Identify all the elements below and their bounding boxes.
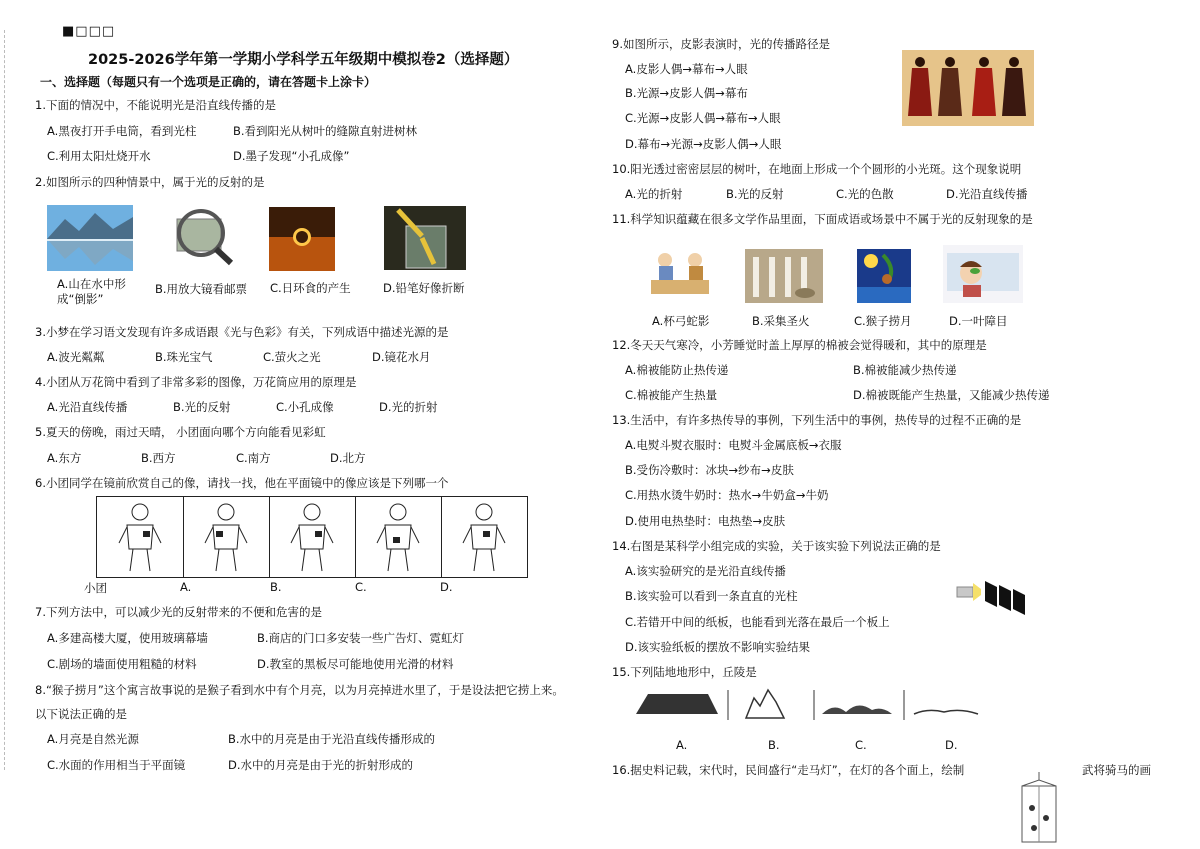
q15-landform-a-plateau[interactable] — [636, 694, 718, 714]
q15-landform-c-hills[interactable] — [822, 705, 892, 714]
q11-stem: 11.科学知识蕴藏在很多文学作品里面，下面成语或场景中不属于光的反射现象的是 — [612, 212, 1033, 226]
q9-stem: 9.如图所示，皮影表演时，光的传播路径是 — [612, 37, 830, 51]
q12-stem: 12.冬天天气寒冷，小芳睡觉时盖上厚厚的棉被会觉得暖和，其中的原理是 — [612, 338, 987, 352]
q7-option-a[interactable]: A.多建高楼大厦，使用玻璃幕墙 — [47, 631, 208, 645]
q9-option-b[interactable]: B.光源→皮影人偶→幕布 — [625, 86, 748, 100]
q15-option-b[interactable]: B. — [768, 738, 780, 752]
q4-option-a[interactable]: A.光沿直线传播 — [47, 400, 128, 414]
q11-monkey-moon-image — [857, 249, 911, 303]
q3-option-d[interactable]: D.镜花水月 — [372, 350, 431, 364]
q6-stem: 6.小团同学在镜前欣赏自己的像，请找一找，他在平面镜中的像应该是下列哪一个 — [35, 476, 449, 490]
q8-stem-line1: 8.“猴子捞月”这个寓言故事说的是猴子看到水中有个月亮，以为月亮掉进水里了，于是设法把它捞上来。 — [35, 683, 564, 697]
q8-option-c[interactable]: C.水面的作用相当于平面镜 — [47, 758, 186, 772]
q11-option-d[interactable]: D.一叶障目 — [949, 314, 1008, 328]
q3-option-a[interactable]: A.波光粼粼 — [47, 350, 105, 364]
q14-flashlight-cardboard-experiment-image — [955, 573, 1035, 617]
q2-pencil-in-water-image — [384, 206, 466, 270]
q4-option-c[interactable]: C.小孔成像 — [276, 400, 334, 414]
q2-option-a-line1[interactable]: A.山在水中形 — [57, 277, 126, 291]
q3-stem: 3.小梦在学习语文发现有许多成语跟《光与色彩》有关，下列成语中描述光源的是 — [35, 325, 449, 339]
q3-option-b[interactable]: B.珠光宝气 — [155, 350, 213, 364]
q13-stem: 13.生活中，有许多热传导的事例，下列生活中的事例，热传导的过程不正确的是 — [612, 413, 1022, 427]
q14-option-b[interactable]: B.该实验可以看到一条直直的光柱 — [625, 589, 798, 603]
q6-label-b[interactable]: B. — [270, 580, 282, 594]
q6-mirror-image-table — [96, 496, 528, 578]
q5-option-d[interactable]: D.北方 — [330, 451, 366, 465]
q15-option-d[interactable]: D. — [945, 738, 958, 752]
q6-label-original: 小团 — [84, 581, 107, 595]
q6-label-c[interactable]: C. — [355, 580, 367, 594]
q8-option-b[interactable]: B.水中的月亮是由于光沿直线传播形成的 — [228, 732, 436, 746]
q5-option-c[interactable]: C.南方 — [236, 451, 271, 465]
q9-option-a[interactable]: A.皮影人偶→幕布→人眼 — [625, 62, 748, 76]
q1-option-c[interactable]: C.利用太阳灶烧开水 — [47, 149, 151, 163]
q6-figure-c[interactable] — [355, 497, 442, 577]
q13-option-a[interactable]: A.电熨斗熨衣服时：电熨斗金属底板→衣服 — [625, 438, 842, 452]
q2-option-a-line2[interactable]: 成“倒影” — [57, 292, 104, 306]
q4-option-b[interactable]: B.光的反射 — [173, 400, 231, 414]
q16-stem-tail: 武将骑马的画 — [1082, 763, 1151, 777]
q10-option-a[interactable]: A.光的折射 — [625, 187, 683, 201]
q11-option-a[interactable]: A.杯弓蛇影 — [652, 314, 710, 328]
q6-label-d[interactable]: D. — [440, 580, 453, 594]
q14-stem: 14.右图是某科学小组完成的实验，关于该实验下列说法正确的是 — [612, 539, 941, 553]
q7-stem: 7.下列方法中，可以减少光的反射带来的不便和危害的是 — [35, 605, 322, 619]
q13-option-d[interactable]: D.使用电热垫时：电热垫→皮肤 — [625, 514, 786, 528]
q7-option-b[interactable]: B.商店的门口多安装一些广告灯、霓虹灯 — [257, 631, 465, 645]
q6-figure-b[interactable] — [269, 497, 356, 577]
q7-option-d[interactable]: D.教室的黑板尽可能地使用光滑的材料 — [257, 657, 454, 671]
q11-olympic-flame-image — [745, 249, 823, 303]
q5-option-b[interactable]: B.西方 — [141, 451, 176, 465]
q8-option-a[interactable]: A.月亮是自然光源 — [47, 732, 139, 746]
q2-mountain-reflection-image — [47, 205, 133, 271]
q2-stem: 2.如图所示的四种情景中，属于光的反射的是 — [35, 175, 265, 189]
q12-option-c[interactable]: C.棉被能产生热量 — [625, 388, 718, 402]
q4-option-d[interactable]: D.光的折射 — [379, 400, 438, 414]
q11-option-b[interactable]: B.采集圣火 — [752, 314, 810, 328]
q15-stem: 15.下列陆地地形中，丘陵是 — [612, 665, 757, 679]
q6-label-a[interactable]: A. — [180, 580, 192, 594]
q12-option-b[interactable]: B.棉被能减少热传递 — [853, 363, 957, 377]
q10-stem: 10.阳光透过密密层层的树叶，在地面上形成一个个圆形的小光斑。这个现象说明 — [612, 162, 1022, 176]
q6-figure-a[interactable] — [183, 497, 270, 577]
q15-landform-d-plain[interactable] — [914, 710, 978, 714]
q11-leaf-blocks-eyes-image — [943, 245, 1023, 303]
q8-option-d[interactable]: D.水中的月亮是由于光的折射形成的 — [228, 758, 414, 772]
q13-option-b[interactable]: B.受伤冷敷时：冰块→纱布→皮肤 — [625, 463, 794, 477]
q2-option-d[interactable]: D.铅笔好像折断 — [383, 281, 465, 295]
q10-option-d[interactable]: D.光沿直线传播 — [946, 187, 1028, 201]
q1-option-d[interactable]: D.墨子发现“小孔成像” — [233, 149, 350, 163]
q13-option-c[interactable]: C.用热水烫牛奶时：热水→牛奶盒→牛奶 — [625, 488, 829, 502]
q11-cup-bow-snake-image — [643, 244, 717, 300]
q15-landform-diagrams — [632, 688, 992, 722]
q1-option-b[interactable]: B.看到阳光从树叶的缝隙直射进树林 — [233, 124, 418, 138]
q6-figure-original — [97, 497, 184, 577]
q14-option-a[interactable]: A.该实验研究的是光沿直线传播 — [625, 564, 786, 578]
section-heading: 一、选择题（每题只有一个选项是正确的，请在答题卡上涂卡） — [40, 75, 377, 89]
q14-option-d[interactable]: D.该实验纸板的摆放不影响实验结果 — [625, 640, 811, 654]
q8-stem-line2: 以下说法正确的是 — [35, 707, 127, 721]
q1-stem: 1.下面的情况中，不能说明光是沿直线传播的是 — [35, 98, 276, 112]
q2-option-b[interactable]: B.用放大镜看邮票 — [155, 282, 248, 296]
q2-magnifier-stamp-image — [161, 203, 237, 267]
q10-option-c[interactable]: C.光的色散 — [836, 187, 894, 201]
q5-option-a[interactable]: A.东方 — [47, 451, 82, 465]
q7-option-c[interactable]: C.剧场的墙面使用粗糙的材料 — [47, 657, 197, 671]
q15-landform-b-mountain[interactable] — [746, 690, 784, 718]
q6-figure-d[interactable] — [441, 497, 527, 577]
q5-stem: 5.夏天的傍晚，雨过天晴， 小团面向哪个方向能看见彩虹 — [35, 425, 326, 439]
q12-option-d[interactable]: D.棉被既能产生热量，又能减少热传递 — [853, 388, 1050, 402]
q4-stem: 4.小团从万花筒中看到了非常多彩的图像，万花筒应用的原理是 — [35, 375, 357, 389]
q9-shadow-puppet-image — [902, 50, 1034, 126]
q11-option-c[interactable]: C.猴子捞月 — [854, 314, 912, 328]
q9-option-d[interactable]: D.幕布→光源→皮影人偶→人眼 — [625, 137, 782, 151]
q15-option-c[interactable]: C. — [855, 738, 867, 752]
q15-option-a[interactable]: A. — [676, 738, 688, 752]
q2-option-c[interactable]: C.日环食的产生 — [270, 281, 351, 295]
q16-stem: 16.据史料记载，宋代时，民间盛行“走马灯”，在灯的各个面上，绘制 — [612, 763, 965, 777]
q12-option-a[interactable]: A.棉被能防止热传递 — [625, 363, 729, 377]
barcode-marks: ■□□□ — [62, 24, 116, 39]
q16-lantern-image — [1014, 772, 1064, 846]
binding-margin-line — [4, 30, 5, 770]
q14-option-c[interactable]: C.若错开中间的纸板，也能看到光落在最后一个板上 — [625, 615, 890, 629]
q2-annular-eclipse-image — [269, 207, 335, 271]
page-title: 2025-2026学年第一学期小学科学五年级期中模拟卷2（选择题） — [88, 52, 519, 68]
q3-option-c[interactable]: C.萤火之光 — [263, 350, 321, 364]
q1-option-a[interactable]: A.黑夜打开手电筒，看到光柱 — [47, 124, 197, 138]
q10-option-b[interactable]: B.光的反射 — [726, 187, 784, 201]
q9-option-c[interactable]: C.光源→皮影人偶→幕布→人眼 — [625, 111, 781, 125]
